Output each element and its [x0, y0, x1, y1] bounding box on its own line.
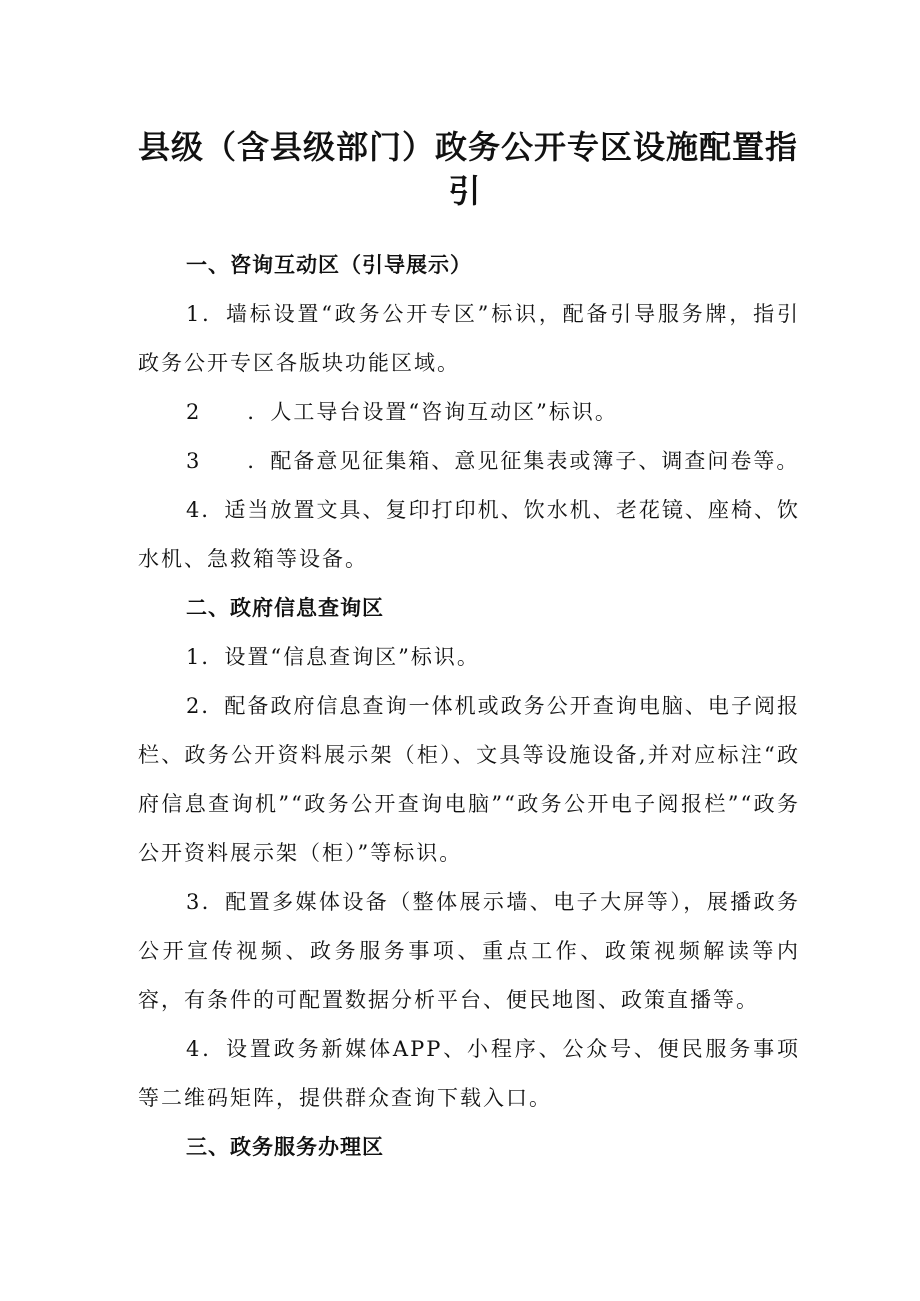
title-line-1: 县级（含县级部门）政务公开专区设施配置指 — [138, 128, 799, 166]
section-heading-consult: 一、咨询互动区（引导展示） — [186, 253, 472, 277]
paragraph-query-2: 2．配备政府信息查询一体机或政务公开查询电脑、电子阅报栏、政务公开资料展示架（柜）、文具等设施设备,并对应标注“政府信息查询机”“政务公开查询电脑”“政务公开电子阅报栏”“政务公开资料展示架（柜）”等标识。 — [138, 694, 800, 865]
paragraph-consult-3: 3 ．配备意见征集箱、意见征集表或簿子、调查问卷等。 — [186, 449, 800, 473]
paragraph-query-4: 4．设置政务新媒体APP、小程序、公众号、便民服务事项等二维码矩阵，提供群众查询下载入口。 — [138, 1037, 800, 1110]
paragraph-query-1: 1．设置“信息查询区”标识。 — [186, 645, 480, 669]
section-heading-service: 三、政务服务办理区 — [186, 1135, 384, 1159]
document-title — [138, 125, 800, 213]
paragraph-consult-2: 2 ．人工导台设置“咨询互动区”标识。 — [186, 400, 618, 424]
paragraph-consult-1: 1．墙标设置“政务公开专区”标识，配备引导服务牌，指引政务公开专区各版块功能区域。 — [138, 302, 800, 375]
title-line-2: 引 — [448, 172, 482, 210]
paragraph-query-3: 3．配置多媒体设备（整体展示墙、电子大屏等），展播政务公开宣传视频、政务服务事项、重点工作、政策视频解读等内容，有条件的可配置数据分析平台、便民地图、政策直播等。 — [138, 890, 800, 1012]
document-body — [138, 241, 800, 1172]
paragraph-consult-4: 4．适当放置文具、复印打印机、饮水机、老花镜、座椅、饮水机、急救箱等设备。 — [138, 498, 800, 571]
section-heading-query: 二、政府信息查询区 — [186, 596, 384, 620]
